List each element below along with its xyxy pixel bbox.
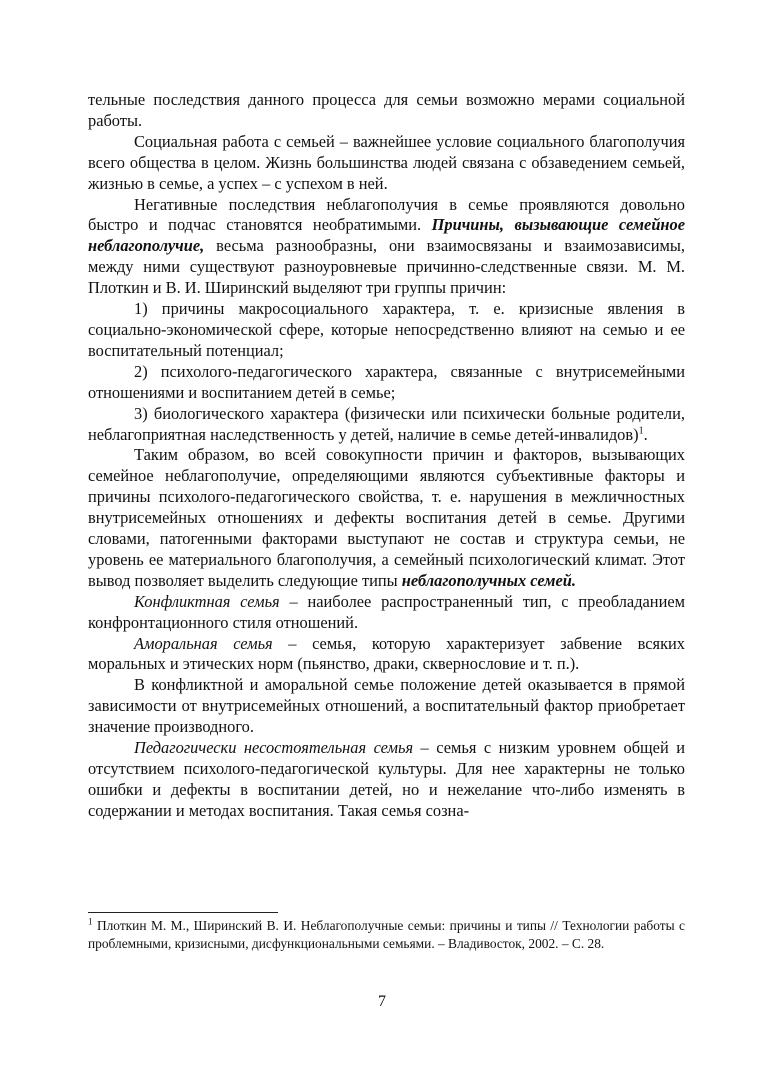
paragraph-2: Социальная работа с семьей – важнейшее условие социального благополучия всего общества в целом. Жизнь большинства людей связана с обзаведением семьей, жизнью в семье, а успех – с успехом в ней. <box>88 131 685 193</box>
paragraph-7 <box>88 445 685 591</box>
footnote-text: Плоткин М. М., Ширинский В. И. Неблагополучные семьи: причины и типы // Технологии работы с проблемными, кризисными, дисфункциональными семьями. – Владивосток, 2002. – С. 28. <box>88 918 685 951</box>
paragraph-1: тельные последствия данного процесса для семьи возможно мерами социальной работы. <box>88 90 685 130</box>
term-pedagogically-incompetent-family: Педагогически несостоятельная семья <box>134 738 414 758</box>
paragraph-3-text-a: Негативные последствия неблагополучия в семье проявляются довольно быстро и подчас становятся необратимыми. <box>88 194 685 235</box>
paragraph-11 <box>88 738 685 822</box>
footnote-mark: 1 <box>88 916 93 927</box>
paragraph-11-text: – семья с низким уровнем общей и отсутствием психолого-педагогической культуры. Для нее характерны не только ошибки и дефекты в воспитании детей, но и нежелание что-либо изменять в содержании и методах воспитания. Такая семья созна- <box>88 738 685 820</box>
footnote-reference[interactable]: 1 <box>638 425 644 437</box>
list-item-3-end: . <box>643 424 648 444</box>
list-item-3 <box>88 404 685 446</box>
list-item-2: 2) психолого-педагогического характера, связанные с внутрисемейными отношениями и воспитанием детей в семье; <box>88 361 685 402</box>
paragraph-7-emphasis: неблагополучных семей. <box>401 570 576 590</box>
paragraph-3 <box>88 195 685 300</box>
list-item-3-text: 3) биологического характера (физически или психически больные родители, неблагоприятная наследственность у детей, наличие в семье детей-инвалидов) <box>88 403 685 444</box>
paragraph-3-text-c: весьма разнообразны, они взаимосвязаны и взаимозависимы, между ними существуют разноуровневые причинно-следственные связи. М. М. Плоткин и В. И. Ширинский выделяют три группы причин: <box>88 236 685 298</box>
paragraph-10: В конфликтной и аморальной семье положение детей оказывается в прямой зависимости от внутрисемейных отношений, а воспитательный фактор приобретает значение производного. <box>88 675 685 737</box>
paragraph-8 <box>88 592 685 634</box>
page-number: 7 <box>378 993 386 1010</box>
term-conflict-family: Конфликтная семья <box>134 591 280 611</box>
paragraph-3-emphasis: Причины, вызывающие семейное неблагополучие, <box>88 215 685 256</box>
term-immoral-family: Аморальная семья <box>134 633 273 653</box>
page-body <box>88 90 685 822</box>
footnote-separator <box>88 912 278 913</box>
paragraph-9-text: – семья, которую характеризует забвение всяких моральных и этических норм (пьянство, драки, сквернословие и т. п.). <box>88 633 685 674</box>
paragraph-7-text: Таким образом, во всей совокупности причин и факторов, вызывающих семейное неблагополучие, определяющими являются субъективные факторы и причины психолого-педагогического свойства, т. е. нарушения в межличностных внутрисемейных отношениях и дефекты воспитания детей в семье. Другими словами, патогенными факторами выступают не состав и структура семьи, не уровень ее материального благополучия, а семейный психологический климат. Этот вывод позволяет выделить следующие типы <box>88 445 685 590</box>
paragraph-8-text: – наиболее распространенный тип, с преобладанием конфронтационного стиля отношений. <box>88 591 685 632</box>
paragraph-9 <box>88 634 685 676</box>
list-item-1: 1) причины макросоциального характера, т. е. кризисные явления в социально-экономической сфере, которые непосредственно влияют на семью и ее воспитательный потенциал; <box>88 299 685 360</box>
footnote <box>88 917 685 953</box>
